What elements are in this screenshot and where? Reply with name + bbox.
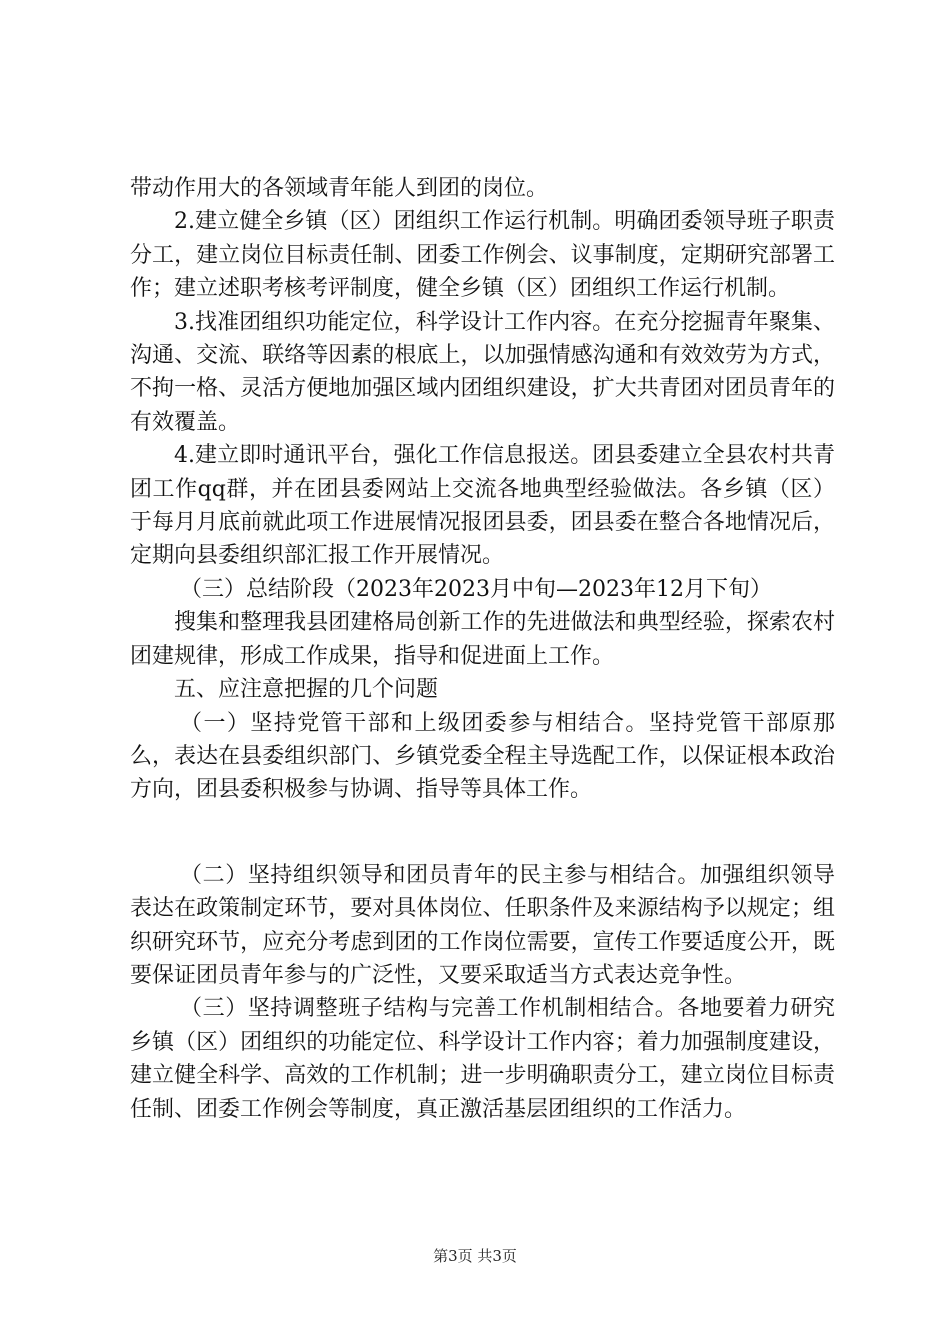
paragraph-point-3: （三）坚持调整班子结构与完善工作机制相结合。各地要着力研究乡镇（区）团组织的功能定位、科学设计工作内容；着力加强制度建设，建立健全科学、高效的工作机制；进一步明确职责分工，建立岗位目标责任制、团委工作例会等制度，真正激活基层团组织的工作活力。 xyxy=(130,996,835,1122)
document-body xyxy=(130,172,835,1126)
section-heading-five: 五、应注意把握的几个问题 xyxy=(174,677,439,703)
paragraph-point-2: （二）坚持组织领导和团员青年的民主参与相结合。加强组织领导表达在政策制定环节，要对具体岗位、任职条件及来源结构予以规定；组织研究环节，应充分考虑到团的工作岗位需要，宣传工作要适度公开，既要保证团员青年参与的广泛性，又要采取适当方式表达竞争性。 xyxy=(130,862,835,988)
paragraph-item-3: 3.找准团组织功能定位，科学设计工作内容。在充分挖掘青年聚集、沟通、交流、联络等因素的根底上，以加强情感沟通和有效效劳为方式，不拘一格、灵活方便地加强区域内团组织建设，扩大共青团对团员青年的有效覆盖。 xyxy=(130,309,835,435)
section-heading-summary-stage: （三）总结阶段（2023年2023月中旬—2023年12月下旬） xyxy=(180,576,772,602)
paragraph-summary-stage: 搜集和整理我县团建格局创新工作的先进做法和典型经验，探索农村团建规律，形成工作成果，指导和促进面上工作。 xyxy=(130,610,835,669)
paragraph-item-4: 4.建立即时通讯平台，强化工作信息报送。团县委建立全县农村共青团工作qq群，并在团县委网站上交流各地典型经验做法。各乡镇（区）于每月月底前就此项工作进展情况报团县委，团县委在整合各地情况后，定期向县委组织部汇报工作开展情况。 xyxy=(130,443,835,569)
paragraph-continuation: 带动作用大的各领域青年能人到团的岗位。 xyxy=(130,176,549,201)
paragraph-gap xyxy=(130,807,835,859)
paragraph-item-2: 2.建立健全乡镇（区）团组织工作运行机制。明确团委领导班子职责分工，建立岗位目标责任制、团委工作例会、议事制度，定期研究部署工作；建立述职考核考评制度，健全乡镇（区）团组织工作运行机制。 xyxy=(130,209,835,302)
page-footer: 第3页 共3页 xyxy=(433,1247,517,1265)
paragraph-point-1: （一）坚持党管干部和上级团委参与相结合。坚持党管干部原那么，表达在县委组织部门、乡镇党委全程主导选配工作，以保证根本政治方向，团县委积极参与协调、指导等具体工作。 xyxy=(130,710,835,803)
